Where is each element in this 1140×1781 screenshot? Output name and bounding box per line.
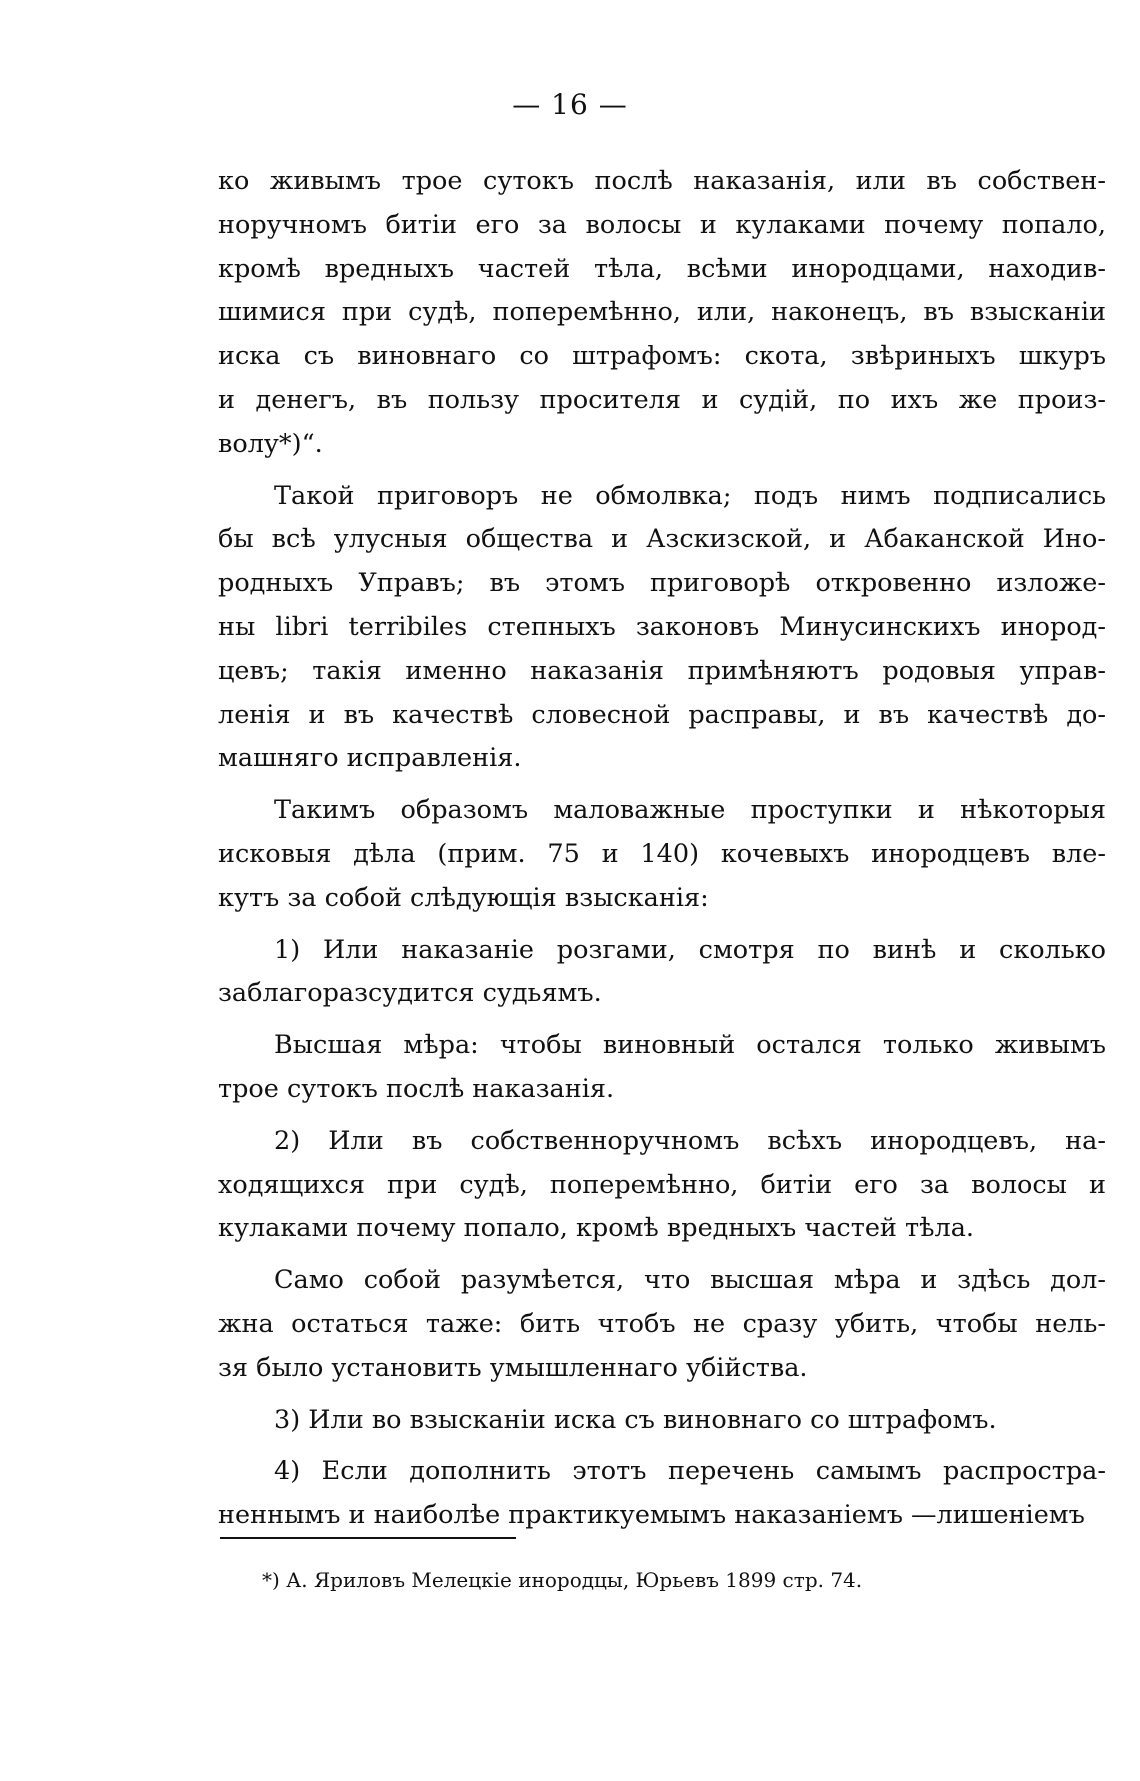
paragraph [218,789,1106,920]
paragraph-gap [218,467,1106,475]
text-line: кромѣ вредныхъ частей тѣла, всѣми инородцами, находив- [218,253,1106,284]
text-line: Такимъ образомъ маловажные проступки и нѣкоторыя [274,795,1106,826]
body-text [218,160,1106,1538]
text-line: Такой приговоръ не обмолвка; подъ нимъ подписались [274,480,1106,511]
paragraph [218,1450,1106,1538]
text-line: кутъ за собой слѣдующія взысканія: [218,882,709,913]
text-line: Высшая мѣра: чтобы виновный остался только живымъ [274,1030,1106,1061]
text-line: цевъ; такія именно наказанія примѣняютъ родовыя управ- [218,655,1106,686]
text-line: родныхъ Управъ; въ этомъ приговорѣ откровенно изложе- [218,568,1106,599]
text-line: исковыя дѣла (прим. 75 и 140) кочевыхъ инородцевъ вле- [218,838,1106,869]
text-line: ленія и въ качествѣ словесной расправы, и въ качествѣ до- [218,699,1106,730]
footnote-divider [220,1537,516,1539]
text-line: трое сутокъ послѣ наказанія. [218,1073,615,1104]
text-line: 2) Или въ собственноручномъ всѣхъ инородцевъ, на- [274,1125,1106,1156]
text-line: шимися при судѣ, поперемѣнно, или, наконецъ, въ взысканіи [218,297,1106,328]
text-line: машняго исправленія. [218,743,522,774]
paragraph [218,929,1106,1017]
text-line: жна остаться таже: бить чтобъ не сразу убить, чтобы нель- [218,1308,1106,1339]
page-number: — 16 — [512,88,628,121]
paragraph-gap [218,781,1106,789]
paragraph-gap [218,1442,1106,1450]
footnote: *) А. Яриловъ Мелецкіе инородцы, Юрьевъ 1899 стр. 74. [262,1568,863,1592]
paragraph [218,1259,1106,1390]
paragraph-gap [218,921,1106,929]
paragraph-gap [218,1391,1106,1399]
text-line: 4) Если дополнить этотъ перечень самымъ распростра- [274,1456,1106,1487]
text-line: и денегъ, въ пользу просителя и судій, по ихъ же произ- [218,384,1106,415]
text-line: заблагоразсудится судьямъ. [218,978,602,1009]
paragraph [218,475,1106,782]
text-line: иска съ виновнаго со штрафомъ: скота, звѣриныхъ шкуръ [218,341,1106,372]
paragraph [218,1024,1106,1112]
paragraph [218,160,1106,467]
text-line: ны libri terribiles степныхъ законовъ Минусинскихъ инород- [218,611,1106,642]
paragraph-gap [218,1251,1106,1259]
text-line: Само собой разумѣется, что высшая мѣра и здѣсь дол- [274,1265,1106,1296]
text-line: неннымъ и наиболѣе практикуемымъ наказаніемъ —лишеніемъ [218,1500,1085,1531]
text-line: ходящихся при судѣ, поперемѣнно, битіи его за волосы и [218,1169,1106,1200]
paragraph-gap [218,1016,1106,1024]
text-line: 3) Или во взысканіи иска съ виновнаго со штрафомъ. [274,1404,997,1435]
text-line: ко живымъ трое сутокъ послѣ наказанія, или въ собствен- [218,166,1106,196]
paragraph [218,1120,1106,1251]
text-line: норучномъ битіи его за волосы и кулаками почему попало, [218,209,1106,240]
text-line: зя было установить умышленнаго убійства. [218,1352,808,1383]
text-line: 1) Или наказаніе розгами, смотря по винѣ и сколько [274,934,1106,965]
paragraph [218,1399,1106,1443]
paragraph-gap [218,1112,1106,1120]
text-line: волу*)“. [218,428,323,459]
text-line: бы всѣ улусныя общества и Азскизской, и Абаканской Ино- [218,524,1106,555]
text-line: кулаками почему попало, кромѣ вредныхъ частей тѣла. [218,1213,975,1244]
